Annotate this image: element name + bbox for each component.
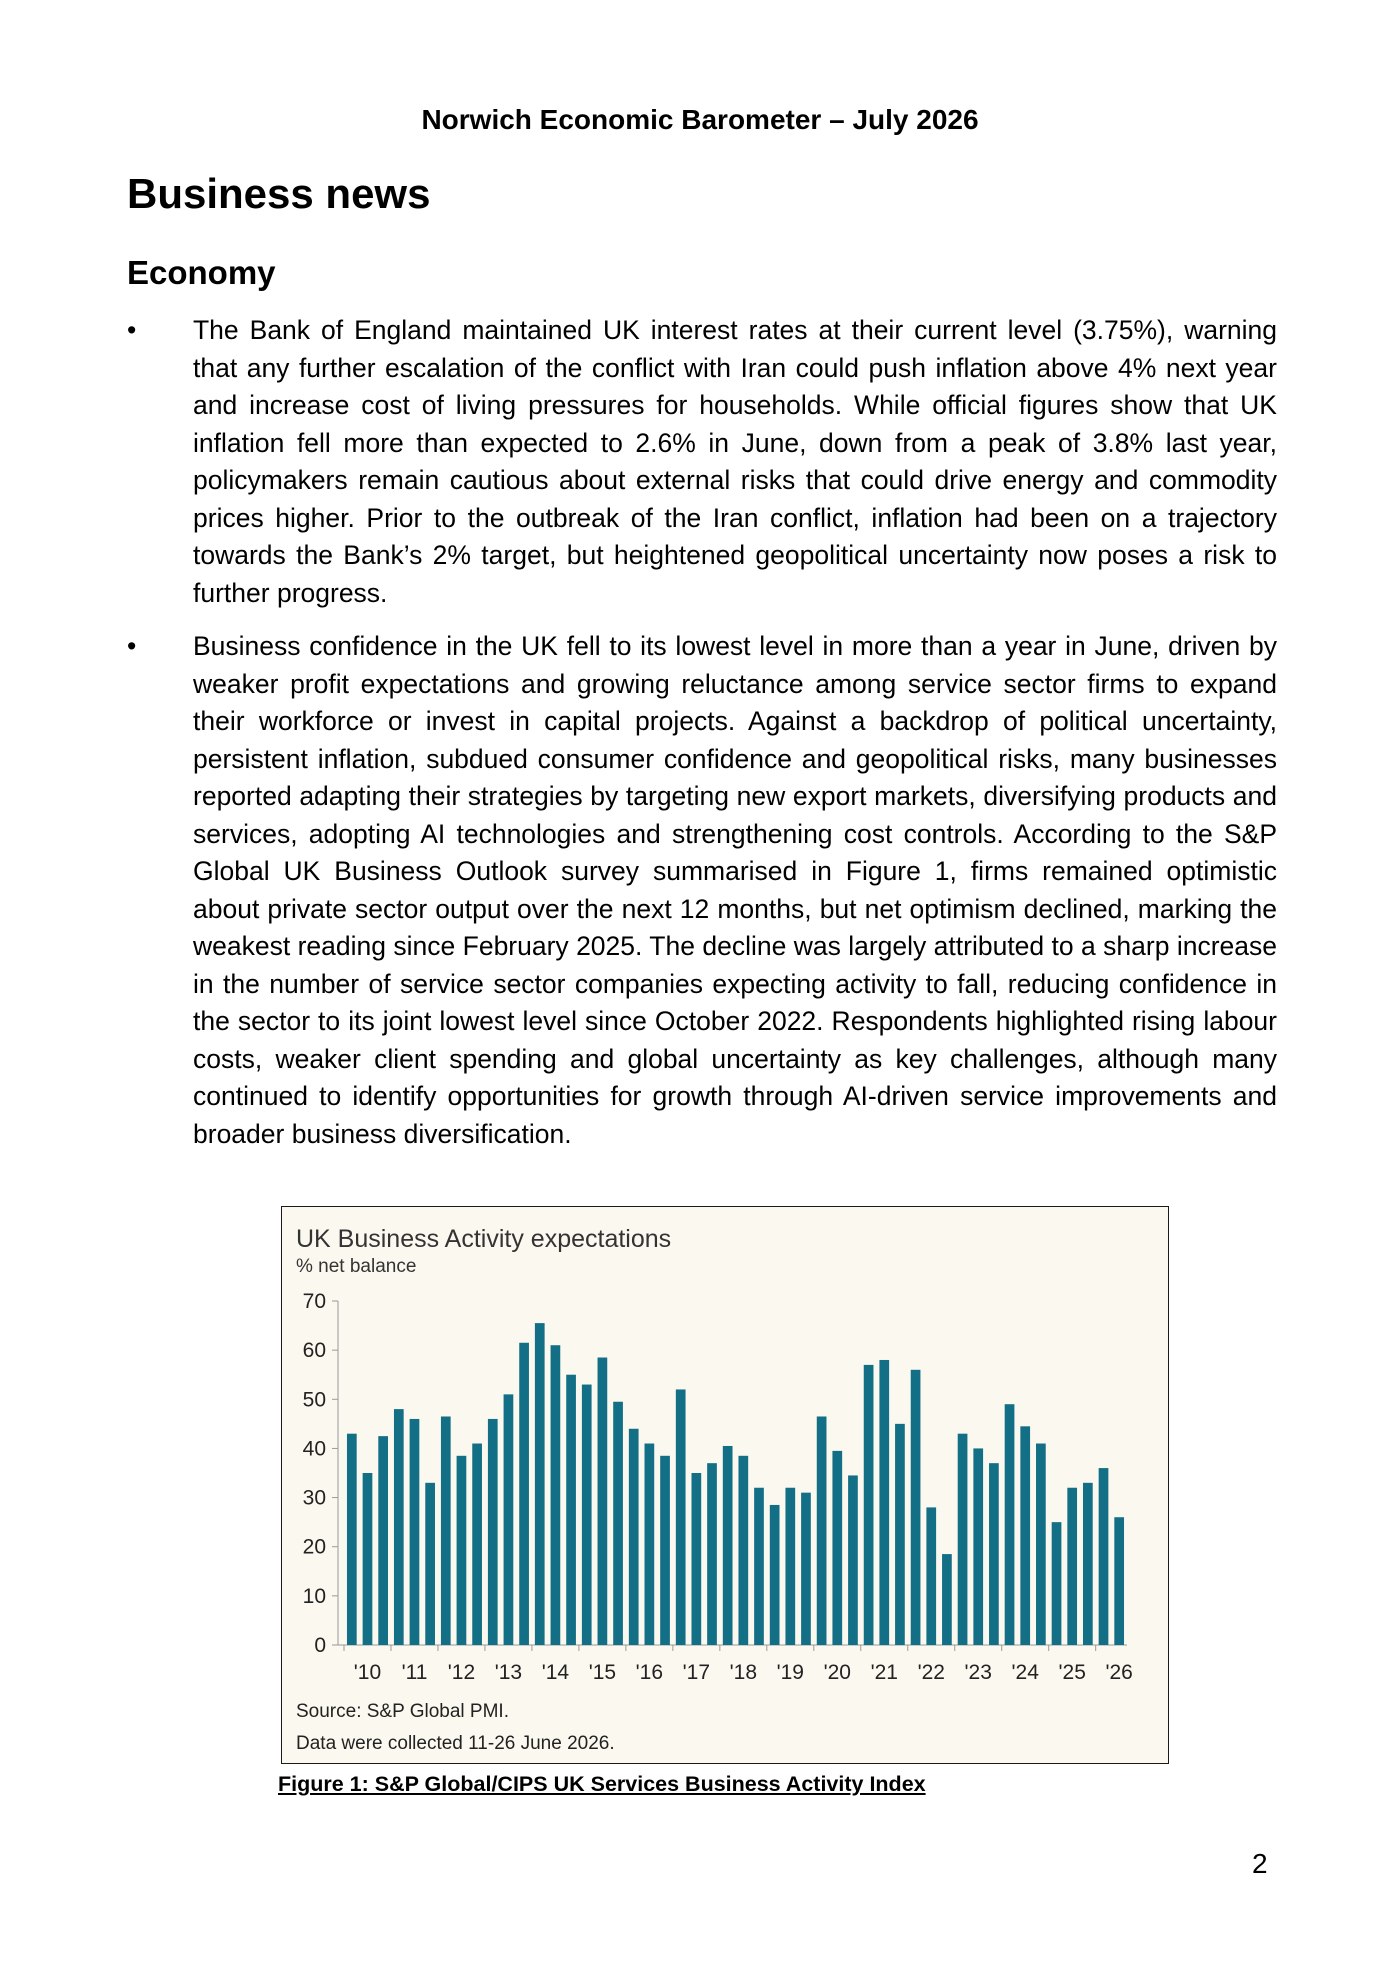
chart-bar — [551, 1345, 561, 1645]
bullet-text: Business confidence in the UK fell to its lowest level in more than a year in June, driven by weaker profit expectations and growing reluctance among service sector firms to expand their workforce or invest in capital projects. Against a backdrop of political uncertainty, persistent inflation, subdued consumer confidence and geopolitical risks, many businesses reported adapting their strategies by targeting new export markets, diversifying products and services, adopting AI technologies and strengthening cost controls. According to the S&P Global UK Business Outlook survey summarised in Figure 1, firms remained optimistic about private sector output over the next 12 months, but net optimism declined, marking the weakest reading since February 2025. The decline was largely attributed to a sharp increase in the number of service sector companies expecting activity to fall, reducing confidence in the sector to its joint lowest level since October 2022. Respondents highlighted rising labour costs, weaker client spending and global uncertainty as key challenges, although many continued to identify opportunities for growth through AI-driven service improvements and broader business diversification. — [193, 631, 1277, 1149]
chart-source: Source: S&P Global PMI. — [296, 1701, 509, 1722]
chart-bar — [660, 1456, 670, 1645]
x-tick-label: '11 — [401, 1661, 428, 1684]
chart-bar — [801, 1493, 811, 1645]
chart-bar — [582, 1385, 592, 1645]
chart-note: Data were collected 11-26 June 2026. — [296, 1733, 615, 1754]
chart-bar — [519, 1343, 529, 1645]
chart-bar — [394, 1409, 404, 1645]
x-tick-label: '17 — [682, 1661, 711, 1684]
y-tick-label: 40 — [302, 1437, 326, 1461]
x-tick-label: '10 — [353, 1661, 382, 1684]
x-tick-label: '16 — [635, 1661, 664, 1684]
x-tick-label: '20 — [823, 1661, 851, 1684]
page-number: 2 — [1252, 1848, 1268, 1879]
x-tick-label: '24 — [1011, 1661, 1039, 1684]
chart-bar — [425, 1483, 435, 1645]
chart-bar — [926, 1507, 936, 1645]
chart-bar — [363, 1473, 373, 1645]
x-tick-label: '22 — [917, 1661, 945, 1684]
chart-bar — [1114, 1517, 1124, 1645]
section-title: Business news — [127, 170, 431, 217]
chart-ylabel: % net balance — [296, 1256, 417, 1277]
chart-bar — [645, 1444, 655, 1645]
chart-bar — [504, 1394, 514, 1645]
chart-bar — [676, 1389, 686, 1645]
chart-bar — [738, 1456, 748, 1645]
y-tick-label: 70 — [302, 1290, 326, 1313]
y-tick-label: 20 — [302, 1535, 326, 1559]
chart-bar — [864, 1365, 874, 1645]
chart-bar — [535, 1323, 545, 1645]
chart-bar — [347, 1434, 357, 1645]
x-tick-label: '13 — [494, 1661, 523, 1684]
bullet-item — [127, 628, 1277, 1153]
x-tick-label: '14 — [541, 1661, 570, 1684]
chart-bar — [958, 1434, 968, 1645]
chart-bar — [410, 1419, 420, 1645]
chart-bar — [1067, 1488, 1077, 1645]
chart-bar — [723, 1446, 733, 1645]
chart-bar — [441, 1416, 451, 1645]
chart-title: UK Business Activity expectations — [296, 1225, 672, 1253]
chart-bar — [707, 1463, 717, 1645]
chart-bar — [754, 1488, 764, 1645]
chart-bar — [879, 1360, 889, 1645]
bullet-text: The Bank of England maintained UK interest rates at their current level (3.75%), warning that any further escalation of the conflict with Iran could push inflation above 4% next year and increase cost of living pressures for households. While official figures show that UK inflation fell more than expected to 2.6% in June, down from a peak of 3.8% last year, policymakers remain cautious about external risks that could drive energy and commodity prices higher. Prior to the outbreak of the Iran conflict, inflation had been on a trajectory towards the Bank’s 2% target, but heightened geopolitical uncertainty now poses a risk to further progress. — [193, 315, 1277, 608]
chart-bar — [566, 1375, 576, 1645]
bullet-symbol: • — [127, 315, 137, 345]
x-tick-label: '26 — [1105, 1661, 1133, 1684]
bar-chart — [282, 1207, 1168, 1763]
chart-bar — [1020, 1426, 1030, 1645]
x-tick-label: '12 — [447, 1661, 476, 1684]
y-tick-label: 10 — [302, 1584, 326, 1608]
chart-bar — [817, 1416, 827, 1645]
chart-bar — [629, 1429, 639, 1645]
chart-bar — [770, 1505, 780, 1645]
chart-bar — [1005, 1404, 1015, 1645]
chart-bar — [1052, 1522, 1062, 1645]
chart-bar — [1083, 1483, 1093, 1645]
chart-bar — [613, 1402, 623, 1645]
chart-bar — [1099, 1468, 1109, 1645]
chart-bar — [911, 1370, 921, 1645]
x-tick-label: '25 — [1058, 1661, 1086, 1684]
y-tick-label: 0 — [314, 1634, 326, 1657]
chart-bar — [895, 1424, 905, 1645]
chart-bar — [973, 1448, 983, 1645]
x-tick-label: '23 — [964, 1661, 992, 1684]
chart-bar — [378, 1436, 388, 1645]
chart-bar — [472, 1444, 482, 1645]
chart-bar — [989, 1463, 999, 1645]
chart-bar — [691, 1473, 701, 1645]
bullet-item — [127, 312, 1277, 612]
y-tick-label: 60 — [302, 1339, 326, 1363]
running-header: Norwich Economic Barometer – July 2026 — [421, 104, 979, 135]
chart-bar — [488, 1419, 498, 1645]
figure-caption: Figure 1: S&P Global/CIPS UK Services Business Activity Index — [278, 1772, 926, 1796]
x-tick-label: '18 — [729, 1661, 758, 1684]
chart-bar — [848, 1475, 858, 1645]
chart-bar — [942, 1554, 952, 1645]
chart-bar — [598, 1358, 608, 1645]
chart-bar — [785, 1488, 795, 1645]
section-subtitle: Economy — [127, 254, 276, 291]
x-tick-label: '15 — [588, 1661, 617, 1684]
y-tick-label: 30 — [302, 1486, 326, 1510]
chart-bar — [457, 1456, 467, 1645]
chart-figure — [281, 1206, 1169, 1764]
y-tick-label: 50 — [302, 1388, 326, 1412]
chart-bar — [1036, 1444, 1046, 1645]
x-tick-label: '21 — [870, 1661, 898, 1684]
bullet-symbol: • — [127, 631, 137, 661]
chart-bar — [832, 1451, 842, 1645]
x-tick-label: '19 — [776, 1661, 804, 1684]
